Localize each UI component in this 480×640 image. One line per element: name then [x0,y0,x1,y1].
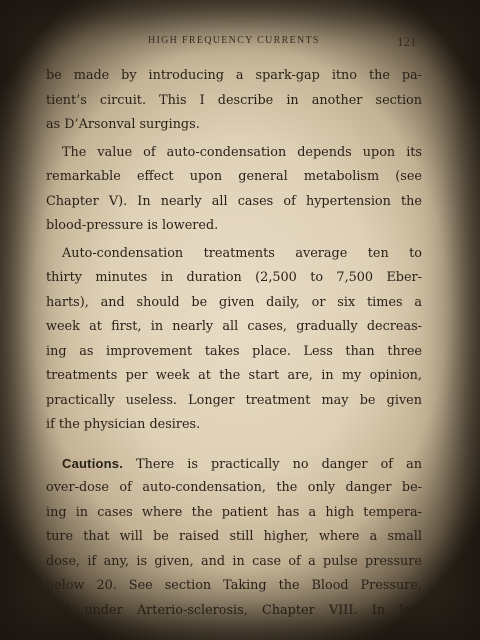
text-line: dose, if any, is given, and in case of a pulse pressure [46,553,422,569]
body-text [46,64,422,623]
text-line: below 20. See section Taking the Blood Pressure, [46,578,422,593]
running-title: HIGH FREQUENCY CURRENTS [148,35,320,46]
text-line: ing in cases where the patient has a high tempera- [46,504,422,520]
text-line: over-dose of auto-condensation, the only danger be- [46,480,422,495]
cautions-first-line: There is practically no danger of an [136,456,422,472]
text-line: week at first, in nearly all cases, gradually decreas- [46,319,422,334]
paragraph-cautions [46,452,422,624]
running-head [0,35,480,51]
cautions-heading: Cautions. [62,455,124,471]
text-line: remarkable effect upon general metabolism (see [46,169,422,184]
text-line: ture that will be raised still higher, where a small [46,529,422,544]
page-number: 121 [397,34,417,49]
text-line [46,452,422,477]
text-line: as D’Arsonval surgings. [46,117,200,132]
paragraph-3 [46,242,422,438]
text-line: Chapter V). In nearly all cases of hypertension the [46,193,422,209]
text-line: and under Arterio-sclerosis, Chapter VIII. In low [46,602,422,618]
text-line: treatments per week at the start are, in my opinion, [46,368,422,383]
text-line: be made by introducing a spark-gap itno the pa- [46,68,422,83]
text-line: tient’s circuit. This I describe in another section [46,92,422,108]
text-line: if the physician desires. [46,417,201,432]
text-line: The value of auto-condensation depends upon its [62,144,422,160]
text-line: thirty minutes in duration (2,500 to 7,500 Eber- [46,270,422,285]
text-line: Auto-condensation treatments average ten to [62,245,422,261]
paragraph-2 [46,141,422,239]
text-line: practically useless. Longer treatment may be given [46,392,422,408]
text-line: harts), and should be given daily, or six times a [46,294,422,310]
text-line: blood-pressure is lowered. [46,218,219,233]
paragraph-1 [46,64,422,138]
text-line: ing as improvement takes place. Less than three [46,343,422,359]
